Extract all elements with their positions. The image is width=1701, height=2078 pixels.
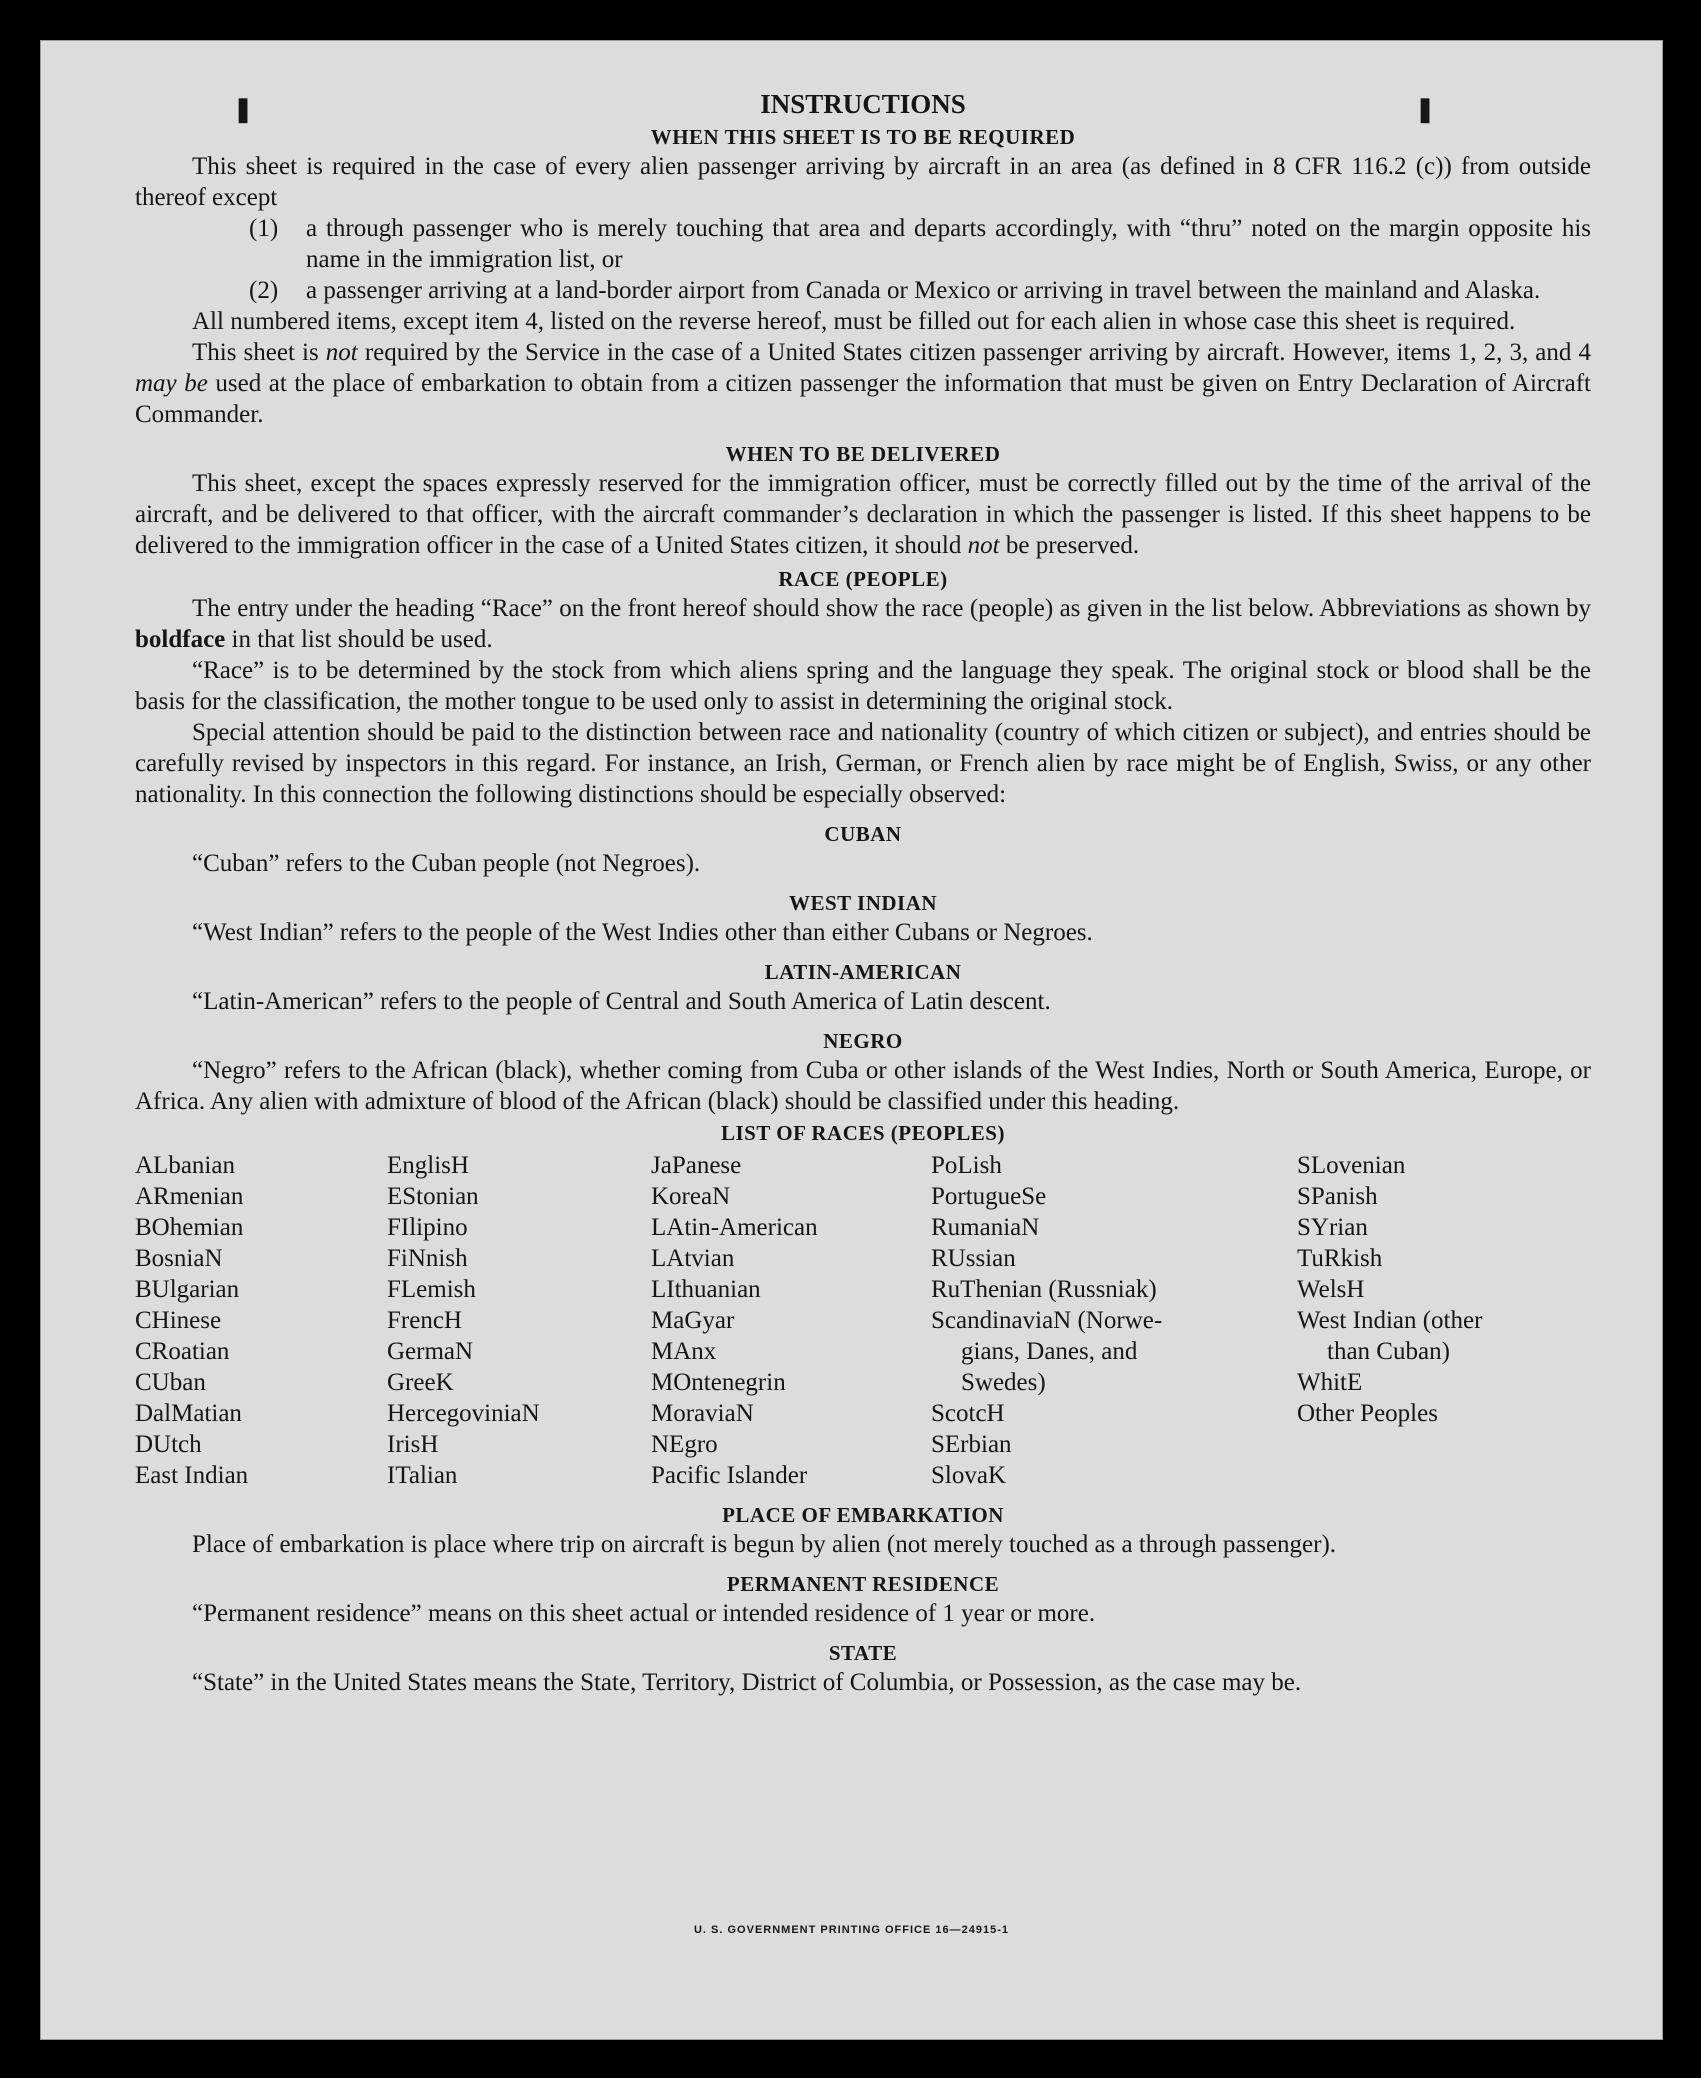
heading-when-required: WHEN THIS SHEET IS TO BE REQUIRED [650, 125, 1076, 149]
item-text: a through passenger who is merely touching that area and departs accordingly, with “thru” noted on the margin opposite his name in the immigration list, or [306, 215, 1591, 273]
race-item: Other Peoples [1297, 1400, 1438, 1427]
race-item: JaPanese [651, 1152, 742, 1179]
race-item: MAnx [651, 1338, 717, 1365]
paragraph [135, 593, 1591, 655]
text-run-italic: not [325, 339, 358, 366]
paragraph [135, 468, 1591, 561]
list-item [135, 213, 1591, 275]
list-item [135, 275, 1591, 306]
race-item: West Indian (other [1297, 1307, 1483, 1334]
race-item: SErbian [931, 1431, 1012, 1458]
race-item: EStonian [387, 1183, 479, 1210]
paragraph: “Negro” refers to the African (black), whether coming from Cuba or other islands of the West Indies, North or South America, Europe, or Africa. Any alien with admixture of blood of the African (black) should be classified under this heading. [135, 1057, 1591, 1115]
race-item: ScotcH [931, 1400, 1005, 1427]
race-item: WhitE [1297, 1369, 1363, 1396]
race-item: SlovaK [931, 1462, 1006, 1489]
race-column [387, 1150, 651, 1491]
race-column [931, 1150, 1297, 1491]
text-run: be preserved. [999, 532, 1140, 559]
race-item: SPanish [1297, 1183, 1378, 1210]
race-item: BosniaN [135, 1245, 223, 1272]
item-number: (1) [249, 215, 279, 242]
text-run-bold: boldface [135, 626, 226, 653]
race-item: MaGyar [651, 1307, 735, 1334]
race-item: LAtvian [651, 1245, 735, 1272]
race-item: MOntenegrin [651, 1369, 786, 1396]
race-item: ITalian [387, 1462, 458, 1489]
race-item: GermaN [387, 1338, 474, 1365]
race-item: GreeK [387, 1369, 454, 1396]
race-item: CRoatian [135, 1338, 230, 1365]
race-item-continued: gians, Danes, and [961, 1338, 1138, 1365]
paragraph: Special attention should be paid to the distinction between race and nationality (country of which citizen or subject), and entries should be carefully revised by inspectors in this regard. For instance, an Irish, German, or French alien by race might be of English, Swiss, or any other nationality. In this connection the following distinctions should be especially observed: [135, 719, 1591, 808]
race-list [135, 1150, 1591, 1491]
race-item: CHinese [135, 1307, 222, 1334]
heading-latin-american: LATIN-AMERICAN [764, 960, 962, 984]
item-text: a passenger arriving at a land-border airport from Canada or Mexico or arriving in travel between the mainland and Alaska. [306, 277, 1541, 304]
race-item: BUlgarian [135, 1276, 240, 1303]
race-item: IrisH [387, 1431, 439, 1458]
race-item: Pacific Islander [651, 1462, 808, 1489]
race-item: FrencH [387, 1307, 462, 1334]
text-run-italic: may be [135, 370, 208, 397]
race-item: WelsH [1297, 1276, 1365, 1303]
text-run: This sheet, except the spaces expressly reserved for the immigration officer, must be correctly filled out by the time of the arrival of the aircraft, and be delivered to that officer, with the aircraft commander’s declaration in which the passenger is listed. If this sheet happens to be delivered to the immigration officer in the case of a United States citizen, it should [135, 470, 1591, 559]
race-column [1297, 1150, 1587, 1491]
paragraph: All numbered items, except item 4, listed on the reverse hereof, must be filled out for each alien in whose case this sheet is required. [192, 308, 1516, 335]
race-item: FIlipino [387, 1214, 468, 1241]
race-item: PoLish [931, 1152, 1002, 1179]
paragraph: “State” in the United States means the State, Territory, District of Columbia, or Possession, as the case may be. [192, 1669, 1302, 1696]
race-item: FiNnish [387, 1245, 468, 1272]
race-item: DalMatian [135, 1400, 242, 1427]
paragraph: “Cuban” refers to the Cuban people (not Negroes). [192, 850, 701, 877]
heading-west-indian: WEST INDIAN [788, 891, 938, 915]
race-item: FLemish [387, 1276, 476, 1303]
race-item: CUban [135, 1369, 206, 1396]
heading-permanent-residence: PERMANENT RESIDENCE [726, 1572, 1000, 1596]
race-item-continued: Swedes) [961, 1369, 1046, 1396]
paragraph: Place of embarkation is place where trip on aircraft is begun by alien (not merely touched as a through passenger). [192, 1531, 1337, 1558]
paragraph: “Latin-American” refers to the people of Central and South America of Latin descent. [192, 988, 1051, 1015]
heading-cuban: CUBAN [824, 822, 902, 846]
race-item: SLovenian [1297, 1152, 1406, 1179]
race-item: ARmenian [135, 1183, 244, 1210]
text-run: used at the place of embarkation to obtain from a citizen passenger the information that must be given on Entry Declaration of Aircraft Commander. [135, 370, 1592, 428]
race-item: SYrian [1297, 1214, 1368, 1241]
hole-punch-mark: ❚ [233, 97, 254, 123]
instructions-content [135, 85, 1591, 1698]
document-sheet [40, 40, 1663, 2040]
race-item: LIthuanian [651, 1276, 761, 1303]
race-item: ScandinaviaN (Norwe- [931, 1307, 1163, 1334]
paragraph: “Race” is to be determined by the stock from which aliens spring and the language they speak. The original stock or blood shall be the basis for the classification, the mother tongue to be used only to assist in determining the original stock. [135, 657, 1591, 715]
race-item: DUtch [135, 1431, 202, 1458]
race-item: HercegoviniaN [387, 1400, 540, 1427]
heading-list-of-races: LIST OF RACES (PEOPLES) [721, 1121, 1005, 1145]
paragraph: “Permanent residence” means on this sheet actual or intended residence of 1 year or more. [192, 1600, 1096, 1627]
printer-imprint: U. S. GOVERNMENT PRINTING OFFICE 16—24915-1 [693, 1924, 1009, 1936]
race-item: NEgro [651, 1431, 718, 1458]
race-item: RuThenian (Russniak) [931, 1276, 1157, 1303]
race-item: KoreaN [651, 1183, 731, 1210]
text-run-italic: not [967, 532, 1000, 559]
race-item: East Indian [135, 1462, 249, 1489]
race-item: RUssian [931, 1245, 1016, 1272]
text-run: required by the Service in the case of a United States citizen passenger arriving by aircraft. However, items 1, 2, 3, and 4 [357, 339, 1591, 366]
page-title: INSTRUCTIONS [760, 89, 966, 119]
item-number: (2) [249, 277, 279, 304]
paragraph [135, 337, 1591, 430]
paragraph: This sheet is required in the case of every alien passenger arriving by aircraft in an area (as defined in 8 CFR 116.2 (c)) from outside thereof except [135, 153, 1591, 211]
race-item: EnglisH [387, 1152, 469, 1179]
race-item: RumaniaN [931, 1214, 1040, 1241]
race-column [651, 1150, 931, 1491]
heading-state: STATE [828, 1641, 898, 1665]
race-column [135, 1150, 387, 1491]
heading-race: RACE (PEOPLE) [778, 567, 948, 591]
heading-negro: NEGRO [823, 1029, 903, 1053]
race-item: LAtin-American [651, 1214, 818, 1241]
race-item-continued: than Cuban) [1327, 1338, 1450, 1365]
text-run: This sheet is [192, 339, 326, 366]
text-run: in that list should be used. [225, 626, 493, 653]
race-item: BOhemian [135, 1214, 244, 1241]
heading-when-delivered: WHEN TO BE DELIVERED [725, 442, 1001, 466]
text-run: The entry under the heading “Race” on the front hereof should show the race (people) as given in the list below. Abbreviations as shown by [192, 595, 1591, 622]
paragraph: “West Indian” refers to the people of the West Indies other than either Cubans or Negroes. [192, 919, 1093, 946]
heading-embarkation: PLACE OF EMBARKATION [722, 1503, 1004, 1527]
race-item: PortugueSe [931, 1183, 1047, 1210]
race-item: MoraviaN [651, 1400, 754, 1427]
hole-punch-mark: ❚ [1415, 97, 1436, 123]
race-item: ALbanian [135, 1152, 235, 1179]
race-item: TuRkish [1297, 1245, 1383, 1272]
